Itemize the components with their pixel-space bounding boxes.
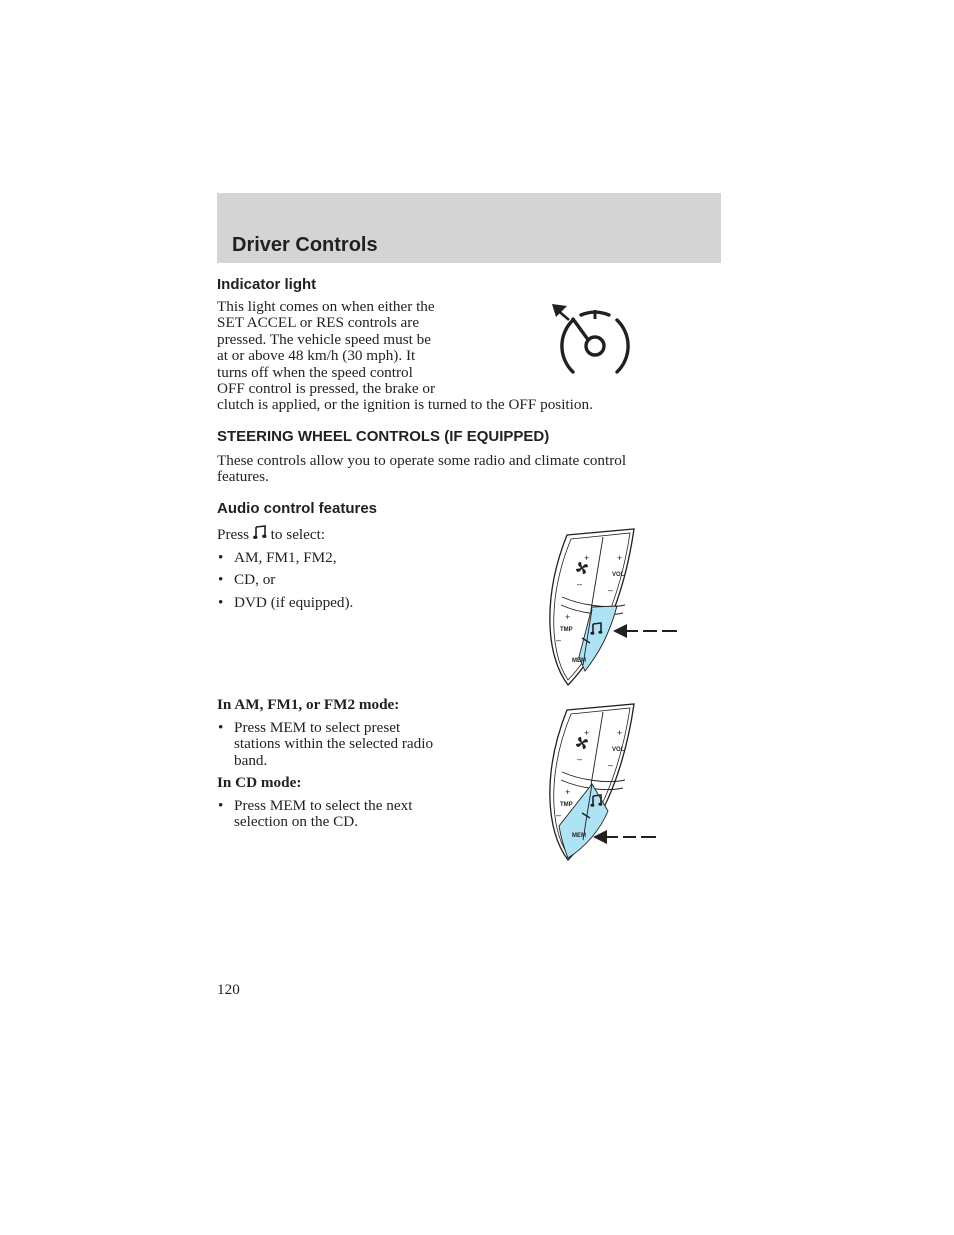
steering-heading: STEERING WHEEL CONTROLS (IF EQUIPPED) [217,428,550,445]
cd-mode-list [217,798,412,831]
svg-text:–: – [577,754,583,764]
pointer-arrow-icon [593,830,656,844]
svg-text:+: + [565,612,571,622]
list-item: • Press MEM to select preset stations within the selected radio band. [217,720,433,769]
svg-text:+: + [584,553,590,563]
list-item: • DVD (if equipped). [217,595,353,611]
svg-text:+: + [584,728,590,738]
speed-control-indicator-icon [550,300,640,380]
music-note-icon [253,525,267,541]
svg-text:–: – [577,579,583,589]
list-item: • Press MEM to select the next selection on the CD. [217,798,412,831]
audio-source-list [217,550,353,611]
svg-text:VOL: VOL [612,747,625,753]
svg-text:MEM: MEM [572,833,586,839]
svg-text:–: – [608,760,614,770]
am-mode-list [217,720,433,769]
svg-text:–: – [556,810,562,820]
audio-heading: Audio control features [217,500,378,517]
section-banner [217,193,721,263]
am-mode-heading: In AM, FM1, or FM2 mode: [217,696,400,713]
svg-text:–: – [608,585,614,595]
svg-text:+: + [565,787,571,797]
indicator-heading: Indicator light [217,276,317,293]
section-title: Driver Controls [232,234,378,256]
list-item: • AM, FM1, FM2, [217,550,353,566]
svg-text:+: + [617,728,623,738]
page-number: 120 [217,981,240,998]
indicator-paragraph: This light comes on when either the SET ACCEL or RES controls are pressed. The vehicle speed must be at or above 48 km/h (30 mph). It turns off when the speed control OFF control is pressed, the brake or clutch is applied, or the ignition is turned to the OFF position. [217,298,593,414]
steering-paragraph: These controls allow you to operate some radio and climate control features. [217,452,627,486]
pointer-arrow-icon [613,624,677,638]
steering-control-pad-mem-figure [535,700,685,865]
svg-text:TMP: TMP [560,627,573,633]
list-item: • CD, or [217,572,353,588]
svg-text:–: – [556,635,562,645]
cd-mode-heading: In CD mode: [217,774,302,791]
steering-control-pad-figure [535,525,685,690]
svg-text:MEM: MEM [572,658,586,664]
svg-text:+: + [617,553,623,563]
svg-text:VOL: VOL [612,572,625,578]
svg-text:TMP: TMP [560,802,573,808]
audio-press-line: Press to select: [217,526,326,543]
